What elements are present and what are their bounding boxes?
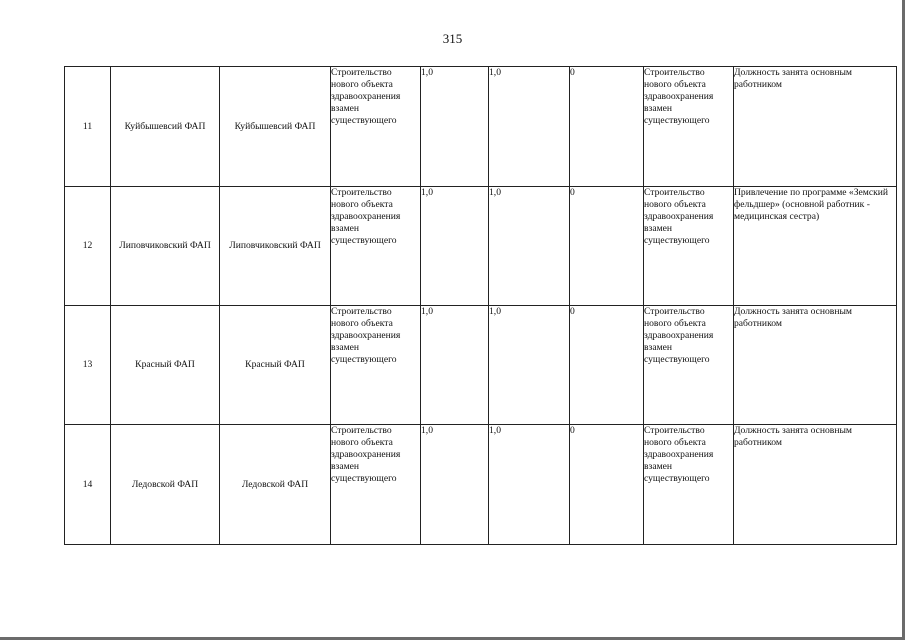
staffing-text: Привлечение по программе «Земский фельдшер» (основной работник - медицинская сестра): [734, 187, 897, 306]
value-2: 1,0: [489, 306, 570, 425]
measure-text: Строительство нового объекта здравоохранения взамен существующего: [331, 425, 421, 545]
page-number: 315: [442, 31, 463, 46]
measure-text: Строительство нового объекта здравоохранения взамен существующего: [331, 67, 421, 187]
measure-text: Строительство нового объекта здравоохранения взамен существующего: [331, 187, 421, 306]
facility-name-planned: Куйбышевсий ФАП: [220, 67, 331, 187]
table-row: [65, 67, 897, 187]
facility-name-planned: Липовчиковский ФАП: [220, 187, 331, 306]
table-row: [65, 425, 897, 545]
value-2: 1,0: [489, 187, 570, 306]
measure-text: Строительство нового объекта здравоохранения взамен существующего: [331, 306, 421, 425]
facility-name: Красный ФАП: [111, 306, 220, 425]
facility-name-planned: Ледовской ФАП: [220, 425, 331, 545]
staffing-text: Должность занята основным работником: [734, 306, 897, 425]
measure-text-2: Строительство нового объекта здравоохранения взамен существующего: [644, 67, 734, 187]
row-number: 11: [65, 67, 111, 187]
row-number: 14: [65, 425, 111, 545]
measure-text-2: Строительство нового объекта здравоохранения взамен существующего: [644, 187, 734, 306]
value-2: 1,0: [489, 425, 570, 545]
staffing-text: Должность занята основным работником: [734, 425, 897, 545]
value-1: 1,0: [421, 187, 489, 306]
facility-name: Липовчиковский ФАП: [111, 187, 220, 306]
value-1: 1,0: [421, 425, 489, 545]
value-3: 0: [570, 67, 644, 187]
value-1: 1,0: [421, 67, 489, 187]
measure-text-2: Строительство нового объекта здравоохранения взамен существующего: [644, 306, 734, 425]
row-number: 13: [65, 306, 111, 425]
value-3: 0: [570, 306, 644, 425]
staffing-text: Должность занята основным работником: [734, 67, 897, 187]
value-3: 0: [570, 425, 644, 545]
value-1: 1,0: [421, 306, 489, 425]
facility-name-planned: Красный ФАП: [220, 306, 331, 425]
row-number: 12: [65, 187, 111, 306]
table-row: [65, 187, 897, 306]
value-2: 1,0: [489, 67, 570, 187]
facility-name: Куйбышевсий ФАП: [111, 67, 220, 187]
value-3: 0: [570, 187, 644, 306]
facilities-table: [64, 66, 897, 545]
facility-name: Ледовской ФАП: [111, 425, 220, 545]
measure-text-2: Строительство нового объекта здравоохранения взамен существующего: [644, 425, 734, 545]
table-row: [65, 306, 897, 425]
